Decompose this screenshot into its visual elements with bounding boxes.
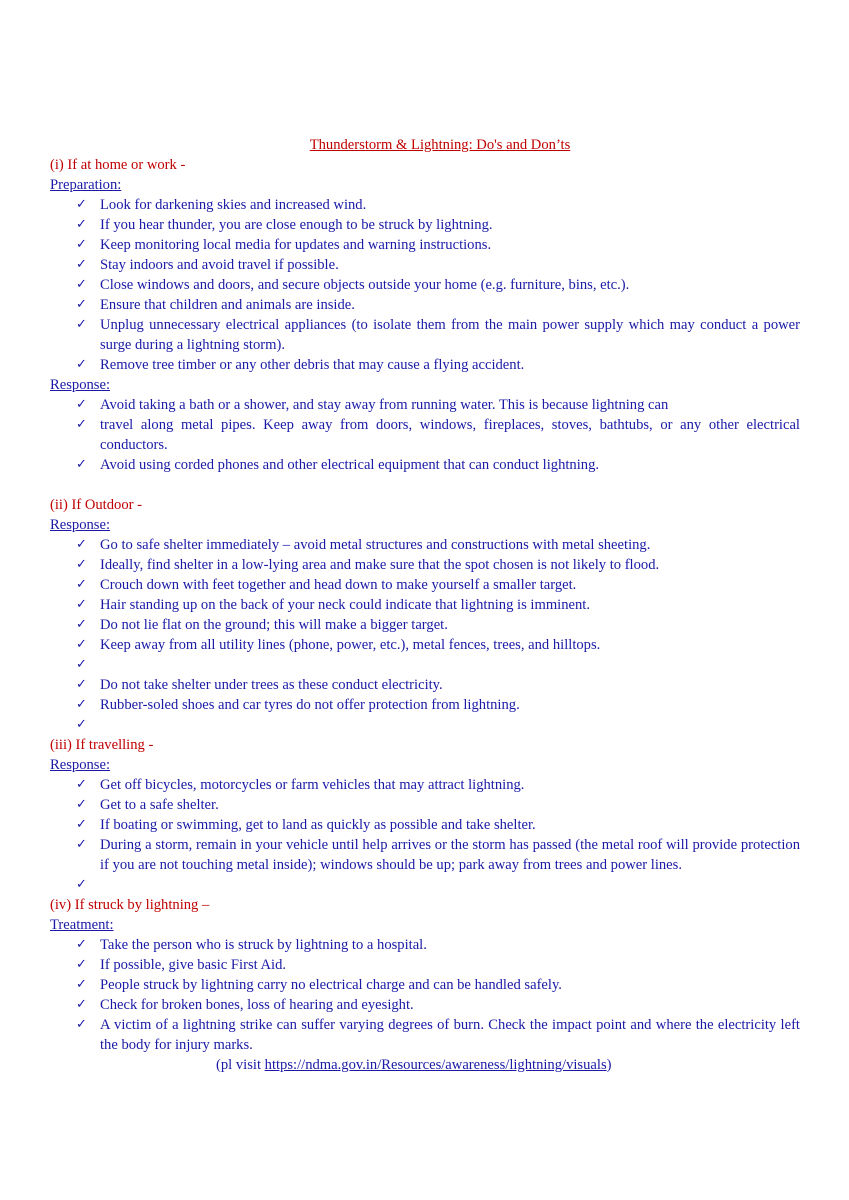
checkmark-icon: ✓ xyxy=(76,557,87,572)
checklist xyxy=(50,775,800,895)
checkmark-icon: ✓ xyxy=(76,957,87,972)
checklist-item xyxy=(50,555,800,575)
checklist-item-text: Look for darkening skies and increased wind. xyxy=(100,197,367,213)
checklist-item xyxy=(50,1015,800,1055)
checklist-item-text: A victim of a lightning strike can suffer varying degrees of burn. Check the impact point and where the electricity left the body for injury marks. xyxy=(100,1017,800,1053)
checklist xyxy=(50,195,800,375)
checklist-item-text: Avoid using corded phones and other electrical equipment that can conduct lightning. xyxy=(100,457,600,473)
checklist-item-text: Take the person who is struck by lightning to a hospital. xyxy=(100,937,427,953)
checklist-item xyxy=(50,235,800,255)
checklist xyxy=(50,395,800,475)
checklist-item xyxy=(50,575,800,595)
checklist-item-text: If boating or swimming, get to land as quickly as possible and take shelter. xyxy=(100,817,536,833)
checklist-item-text: Stay indoors and avoid travel if possible. xyxy=(100,257,339,273)
checkmark-icon: ✓ xyxy=(76,997,87,1012)
checkmark-icon: ✓ xyxy=(76,937,87,952)
checkmark-icon: ✓ xyxy=(76,237,87,252)
checklist-item-text: Go to safe shelter immediately – avoid metal structures and constructions with metal sheeting. xyxy=(100,537,651,553)
document-page xyxy=(50,135,800,1075)
checklist-item-text: Get to a safe shelter. xyxy=(100,797,219,813)
checklist-item xyxy=(50,355,800,375)
checklist-item-text: Rubber-soled shoes and car tyres do not offer protection from lightning. xyxy=(100,697,520,713)
checkmark-icon: ✓ xyxy=(76,1017,87,1032)
checklist-item-text: Ensure that children and animals are inside. xyxy=(100,297,355,313)
checkmark-icon: ✓ xyxy=(76,637,87,652)
checkmark-icon: ✓ xyxy=(76,217,87,232)
checklist-item-text: Remove tree timber or any other debris that may cause a flying accident. xyxy=(100,357,525,373)
checkmark-icon: ✓ xyxy=(76,197,87,212)
checklist-item xyxy=(50,715,800,735)
checklist-item-text: Ideally, find shelter in a low-lying area and make sure that the spot chosen is not likely to flood. xyxy=(100,557,660,573)
checklist-item xyxy=(50,315,800,355)
checklist-item xyxy=(50,875,800,895)
checklist-item xyxy=(50,935,800,955)
checklist xyxy=(50,935,800,1055)
checklist-item-text: If possible, give basic First Aid. xyxy=(100,957,287,973)
section-heading: (ii) If Outdoor - xyxy=(50,497,142,513)
checkmark-icon: ✓ xyxy=(76,717,87,732)
checkmark-icon: ✓ xyxy=(76,977,87,992)
checklist-item xyxy=(50,635,800,655)
checklist-item-text: People struck by lightning carry no electrical charge and can be handled safely. xyxy=(100,977,562,993)
checklist-item-text: Unplug unnecessary electrical appliances (to isolate them from the main power supply which may conduct a power surge during a lightning storm). xyxy=(100,317,800,353)
checklist-item-text: Keep away from all utility lines (phone, power, etc.), metal fences, trees, and hilltops. xyxy=(100,637,601,653)
checklist-item-text: During a storm, remain in your vehicle until help arrives or the storm has passed (the metal roof will provide protection if you are not touching metal inside); windows should be up; park away from trees and power lines. xyxy=(100,837,800,873)
checklist-item xyxy=(50,275,800,295)
checklist-item-text: Keep monitoring local media for updates and warning instructions. xyxy=(100,237,492,253)
checkmark-icon: ✓ xyxy=(76,257,87,272)
checklist-item xyxy=(50,995,800,1015)
checklist-item xyxy=(50,655,800,675)
checkmark-icon: ✓ xyxy=(76,357,87,372)
checkmark-icon: ✓ xyxy=(76,537,87,552)
checklist-item xyxy=(50,955,800,975)
group-subheading: Response: xyxy=(50,517,110,533)
checklist-item xyxy=(50,395,800,415)
checklist-item xyxy=(50,535,800,555)
checkmark-icon: ✓ xyxy=(76,877,87,892)
checklist-item xyxy=(50,695,800,715)
checklist-item xyxy=(50,455,800,475)
checkmark-icon: ✓ xyxy=(76,797,87,812)
checklist-item xyxy=(50,415,800,455)
checklist-item-text: Check for broken bones, loss of hearing and eyesight. xyxy=(100,997,414,1013)
checkmark-icon: ✓ xyxy=(76,457,87,472)
checkmark-icon: ✓ xyxy=(76,417,87,432)
checklist-item xyxy=(50,815,800,835)
checkmark-icon: ✓ xyxy=(76,677,87,692)
checklist-item-text: Avoid taking a bath or a shower, and stay away from running water. This is because lightning can xyxy=(100,397,669,413)
sections-container xyxy=(50,155,800,1055)
checklist-item-text: Close windows and doors, and secure objects outside your home (e.g. furniture, bins, etc.). xyxy=(100,277,630,293)
footer-link[interactable]: https://ndma.gov.in/Resources/awareness/lightning/visuals xyxy=(264,1057,607,1073)
checkmark-icon: ✓ xyxy=(76,817,87,832)
checkmark-icon: ✓ xyxy=(76,277,87,292)
checklist-item xyxy=(50,255,800,275)
checklist-item xyxy=(50,295,800,315)
section-spacer xyxy=(50,475,800,495)
checkmark-icon: ✓ xyxy=(76,597,87,612)
checklist-item xyxy=(50,215,800,235)
footer-note xyxy=(50,1055,800,1075)
checkmark-icon: ✓ xyxy=(76,697,87,712)
group-subheading: Response: xyxy=(50,377,110,393)
checkmark-icon: ✓ xyxy=(76,317,87,332)
checklist-item-text: Do not lie flat on the ground; this will make a bigger target. xyxy=(100,617,448,633)
checklist-item-text: travel along metal pipes. Keep away from doors, windows, fireplaces, stoves, bathtubs, or any other electrical conductors. xyxy=(100,417,800,453)
checklist-item-text: Hair standing up on the back of your neck could indicate that lightning is imminent. xyxy=(100,597,591,613)
checklist-item xyxy=(50,615,800,635)
section-heading: (iii) If travelling - xyxy=(50,737,154,753)
footer-suffix: ) xyxy=(606,1057,612,1073)
group-subheading: Response: xyxy=(50,757,110,773)
checkmark-icon: ✓ xyxy=(76,397,87,412)
document-title: Thunderstorm & Lightning: Do's and Don’ts xyxy=(309,137,571,153)
checklist-item xyxy=(50,675,800,695)
checkmark-icon: ✓ xyxy=(76,577,87,592)
checkmark-icon: ✓ xyxy=(76,777,87,792)
checklist-item xyxy=(50,195,800,215)
group-subheading: Treatment: xyxy=(50,917,114,933)
checkmark-icon: ✓ xyxy=(76,297,87,312)
checklist-item-text: Get off bicycles, motorcycles or farm vehicles that may attract lightning. xyxy=(100,777,525,793)
checkmark-icon: ✓ xyxy=(76,837,87,852)
checklist-item-text: Crouch down with feet together and head down to make yourself a smaller target. xyxy=(100,577,577,593)
checklist-item-text: Do not take shelter under trees as these conduct electricity. xyxy=(100,677,443,693)
footer-prefix: (pl visit xyxy=(216,1057,265,1073)
section-heading: (i) If at home or work - xyxy=(50,157,186,173)
checklist-item xyxy=(50,795,800,815)
checklist-item xyxy=(50,775,800,795)
checkmark-icon: ✓ xyxy=(76,617,87,632)
checklist-item xyxy=(50,835,800,875)
checkmark-icon: ✓ xyxy=(76,657,87,672)
checklist-item xyxy=(50,975,800,995)
checklist xyxy=(50,535,800,735)
section-heading: (iv) If struck by lightning – xyxy=(50,897,210,913)
checklist-item xyxy=(50,595,800,615)
group-subheading: Preparation: xyxy=(50,177,122,193)
checklist-item-text: If you hear thunder, you are close enough to be struck by lightning. xyxy=(100,217,493,233)
